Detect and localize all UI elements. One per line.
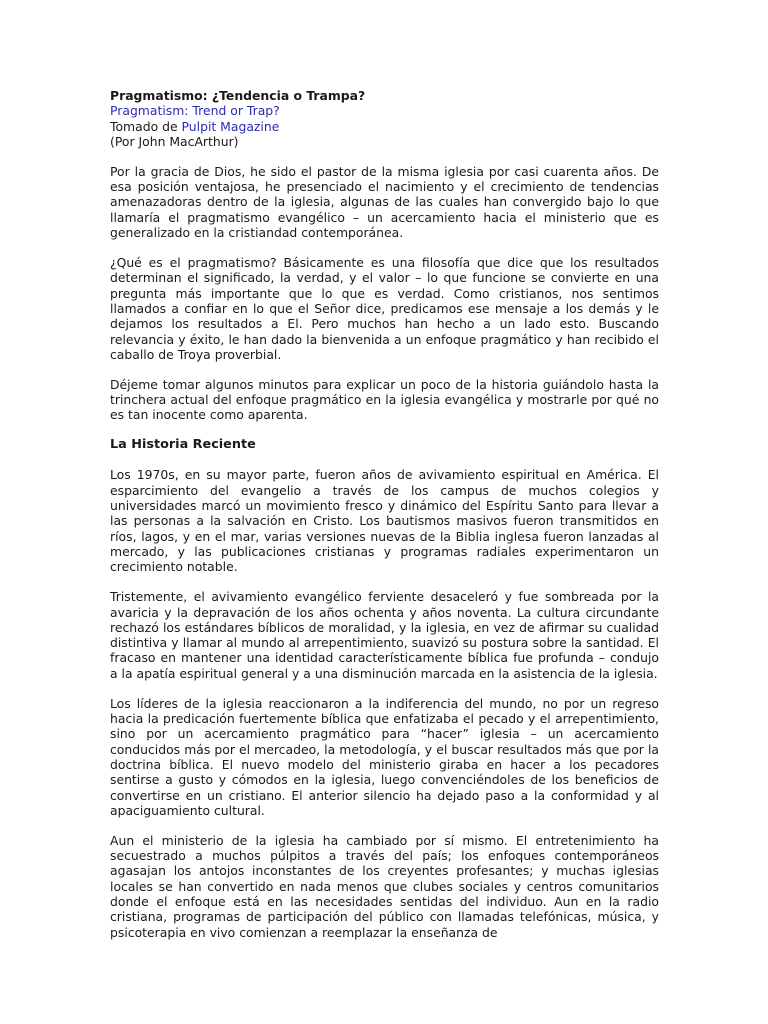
source-link[interactable]: Pulpit Magazine [181,118,280,134]
intro-paragraph-3: Déjeme tomar algunos minutos para explicar un poco de la historia guiándolo hasta la trinchera actual del enfoque pragmático en la iglesia evangélica y mostrarle por qué no es tan inocente como aparenta. [110,376,659,423]
document-page [110,88,659,955]
intro-paragraph-2: ¿Qué es el pragmatismo? Básicamente es una filosofía que dice que los resultados determinan el significado, la verdad, y el valor – lo que funcione se convierte en una pregunta más importante que lo que es verdad. Como cristianos, nos sentimos llamados a confiar en lo que el Señor dice, predicamos ese mensaje a los demás y le dejamos los resultados a El. Pero muchos han hecho a un lado esto. Buscando relevancia y éxito, le han dado la bienvenida a un enfoque pragmático y han recibido el caballo de Troya proverbial. [110,255,659,362]
section-heading: La Historia Reciente [110,437,256,453]
document-header [110,88,659,149]
document-subtitle: Pragmatism: Trend or Trap? [110,103,280,119]
source-prefix: Tomado de [110,118,182,134]
intro-paragraph-1: Por la gracia de Dios, he sido el pastor de la misma iglesia por casi cuarenta años. De esa posición ventajosa, he presenciado el nacimiento y el crecimiento de tendencias amenazadoras dentro de la iglesia, algunas de las cuales han convergido bajo lo que llamaría el pragmatismo evangélico – un acercamiento hacia el ministerio que es generalizado en la cristiandad contemporánea. [110,163,659,241]
section-paragraph-4: Aun el ministerio de la iglesia ha cambiado por sí mismo. El entretenimiento ha secuestrado a muchos púlpitos a través del país; los enfoques contemporáneos agasajan los antojos inconstantes de los creyentes profesantes; y muchas iglesias locales se han convertido en nada menos que clubes sociales y centros comunitarios donde el enfoque está en las necesidades sentidas del individuo. Aun en la radio cristiana, programas de participación del público con llamadas telefónicas, música, y psicoterapia en vivo comienzan a reemplazar la enseñanza de [110,832,659,940]
source-line [110,119,659,134]
section-paragraph-3: Los líderes de la iglesia reaccionaron a la indiferencia del mundo, no por un regreso hacia la predicación fuertemente bíblica que enfatizaba el pecado y el arrepentimiento, sino por un acercamiento pragmático para “hacer” iglesia – un acercamiento conducidos más por el mercadeo, la metodología, y el buscar resultados más que por la doctrina bíblica. El nuevo modelo del ministerio giraba en hacer a los pecadores sentirse a gusto y cómodos en la iglesia, luego convenciéndoles de los beneficios de convertirse en un cristiano. El anterior silencio ha dejado paso a la conformidad y al apaciguamiento cultural. [110,695,659,818]
document-title: Pragmatismo: ¿Tendencia o Trampa? [110,88,366,103]
section-paragraph-1: Los 1970s, en su mayor parte, fueron años de avivamiento espiritual en América. El esparcimiento del evangelio a través de los campus de muchos colegios y universidades marcó un movimiento fresco y dinámico del Espíritu Santo para llevar a las personas a la salvación en Cristo. Los bautismos masivos fueron transmitidos en ríos, lagos, y en el mar, varias versiones nuevas de la Biblia inglesa fueron lanzadas al mercado, y las publicaciones cristianas y programas radiales experimentaron un crecimiento notable. [110,467,659,575]
author-line: (Por John MacArthur) [110,133,239,149]
section-paragraph-2: Tristemente, el avivamiento evangélico ferviente desaceleró y fue sombreada por la avaricia y la depravación de los años ochenta y años noventa. La cultura circundante rechazó los estándares bíblicos de moralidad, y la iglesia, en vez de afirmar su cualidad distintiva y llamar al mundo al arrepentimiento, suavizó su postura sobre la santidad. El fracaso en mantener una identidad característicamente bíblica fue profunda – condujo a la apatía espiritual general y a una disminución marcada en la asistencia de la iglesia. [110,589,659,681]
